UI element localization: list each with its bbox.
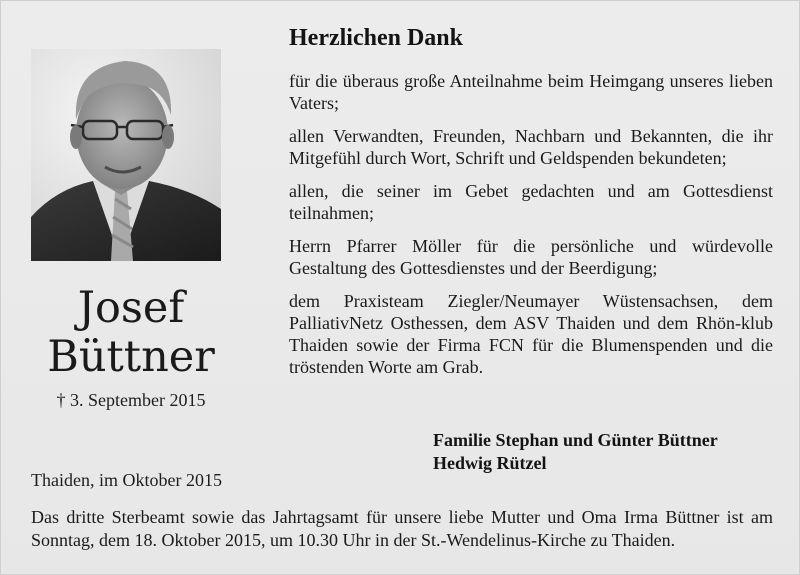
portrait-photo xyxy=(31,49,221,261)
thanks-paragraph: allen, die seiner im Gebet gedachten und am Gottesdienst teilnahmen; xyxy=(289,181,773,223)
deceased-first-name: Josef xyxy=(77,283,185,333)
deceased-last-name: Büttner xyxy=(47,332,215,382)
thanks-paragraph: dem Praxisteam Ziegler/Neumayer Wüstensachsen, dem PalliativNetz Osthessen, dem ASV Thaiden und dem Rhön-klub Thaiden sowie der Firma FCN für die Blumenspenden und die tröstenden Worte am Grab. xyxy=(289,291,773,377)
thanks-section xyxy=(289,25,773,389)
thanks-paragraph: für die überaus große Anteilnahme beim Heimgang unseres lieben Vaters; xyxy=(289,71,773,113)
thanks-paragraph: allen Verwandten, Freunden, Nachbarn und Bekannten, die ihr Mitgefühl durch Wort, Schrift und Geldspenden bekundeten; xyxy=(289,126,773,168)
signature-line-name: Hedwig Rützel xyxy=(433,453,547,473)
location-date: Thaiden, im Oktober 2015 xyxy=(31,470,222,490)
thanks-heading: Herzlichen Dank xyxy=(289,25,463,51)
death-date: † 3. September 2015 xyxy=(56,390,206,410)
memorial-service-notice: Das dritte Sterbeamt sowie das Jahrtagsamt für unsere liebe Mutter und Oma Irma Büttner ist am Sonntag, dem 18. Oktober 2015, um 10.30 Uhr in der St.-Wendelinus-Kirche zu Thaiden. xyxy=(31,507,773,550)
thanks-paragraph: Herrn Pfarrer Möller für die persönliche und würdevolle Gestaltung des Gottesdienstes und der Beerdigung; xyxy=(289,236,773,278)
deceased-name-block xyxy=(21,284,241,411)
signature xyxy=(433,429,718,475)
signature-line-family: Familie Stephan und Günter Büttner xyxy=(433,430,718,450)
